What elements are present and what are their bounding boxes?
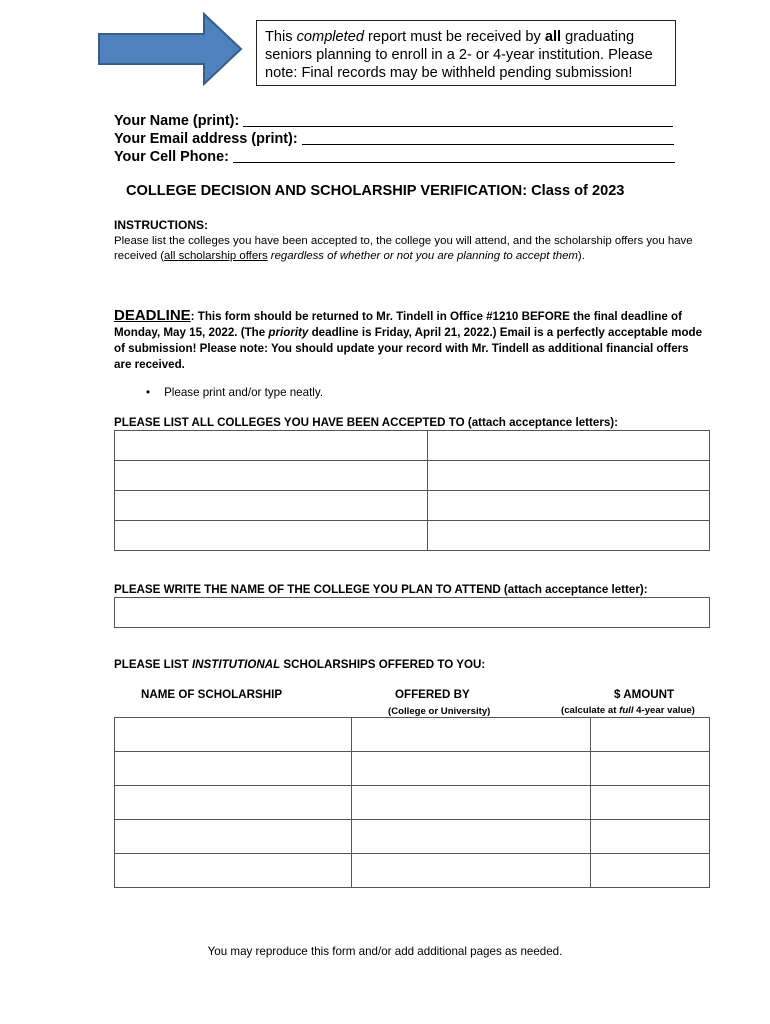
right-arrow-icon (96, 12, 246, 86)
table-cell[interactable] (352, 854, 591, 888)
table-cell[interactable] (115, 718, 352, 752)
table-cell[interactable] (591, 786, 710, 820)
table-cell[interactable] (428, 491, 710, 521)
attend-college-table (114, 597, 710, 628)
table-cell[interactable] (115, 854, 352, 888)
scholarships-table (114, 717, 710, 888)
table-cell[interactable] (115, 461, 428, 491)
table-cell[interactable] (352, 786, 591, 820)
table-row (115, 461, 710, 491)
table-cell[interactable] (428, 461, 710, 491)
instructions-text: Please list the colleges you have been accepted to, the college you will attend, and the scholarship offers you have received (all scholarship offers regardless of whether or not you are planning to accept them). (114, 235, 693, 262)
scholarships-heading: PLEASE LIST INSTITUTIONAL SCHOLARSHIPS OFFERED TO YOU: (114, 658, 486, 671)
table-row (115, 854, 710, 888)
table-cell[interactable] (591, 854, 710, 888)
name-input-line[interactable] (243, 112, 673, 127)
form-title: COLLEGE DECISION AND SCHOLARSHIP VERIFICATION: Class of 2023 (126, 183, 625, 199)
phone-field: Your Cell Phone: (114, 148, 675, 165)
deadline-paragraph: DEADLINE: This form should be returned to Mr. Tindell in Office #1210 BEFORE the final deadline of Monday, May 15, 2022. (The priority deadline is Friday, April 21, 2022.) Email is a perfectly acceptable mode of submission! Please note: You should update your record with Mr. Tindell as additional financial offers are received. (114, 307, 703, 371)
table-cell[interactable] (352, 752, 591, 786)
table-cell[interactable] (115, 431, 428, 461)
accepted-colleges-heading: PLEASE LIST ALL COLLEGES YOU HAVE BEEN ACCEPTED TO (attach acceptance letters): (114, 416, 618, 429)
table-cell[interactable] (115, 491, 428, 521)
table-cell[interactable] (591, 718, 710, 752)
footer-note: You may reproduce this form and/or add additional pages as needed. (207, 945, 563, 958)
table-cell[interactable] (115, 521, 428, 551)
table-row (115, 752, 710, 786)
table-row (115, 598, 710, 628)
table-cell[interactable] (591, 752, 710, 786)
table-cell[interactable] (352, 820, 591, 854)
instructions-heading: INSTRUCTIONS: (114, 218, 208, 232)
table-row (115, 718, 710, 752)
table-cell[interactable] (591, 820, 710, 854)
column-header-offered-by: OFFERED BY (395, 688, 470, 701)
table-cell[interactable] (428, 431, 710, 461)
column-header-name: NAME OF SCHOLARSHIP (141, 688, 283, 701)
table-row (115, 820, 710, 854)
attend-college-heading: PLEASE WRITE THE NAME OF THE COLLEGE YOU PLAN TO ATTEND (attach acceptance letter): (114, 583, 648, 596)
email-input-line[interactable] (302, 130, 674, 145)
table-row (115, 521, 710, 551)
column-subheader-amount: (calculate at full 4-year value) (561, 705, 695, 716)
accepted-colleges-table (114, 430, 710, 551)
submission-notice: This completed report must be received by all graduating seniors planning to enroll in a 2- or 4-year institution. Please note: Final records may be withheld pending submission! (256, 20, 676, 86)
column-header-amount: $ AMOUNT (614, 688, 675, 701)
table-row (115, 786, 710, 820)
table-cell[interactable] (352, 718, 591, 752)
table-cell[interactable] (115, 786, 352, 820)
email-field: Your Email address (print): (114, 130, 674, 147)
table-cell[interactable] (115, 820, 352, 854)
table-cell[interactable] (428, 521, 710, 551)
phone-input-line[interactable] (233, 148, 675, 163)
name-field: Your Name (print): (114, 112, 673, 129)
bullet-item: • Please print and/or type neatly. (146, 386, 324, 399)
table-cell[interactable] (115, 752, 352, 786)
table-row (115, 491, 710, 521)
table-row (115, 431, 710, 461)
column-subheader-offered-by: (College or University) (388, 706, 491, 717)
table-cell[interactable] (115, 598, 710, 628)
